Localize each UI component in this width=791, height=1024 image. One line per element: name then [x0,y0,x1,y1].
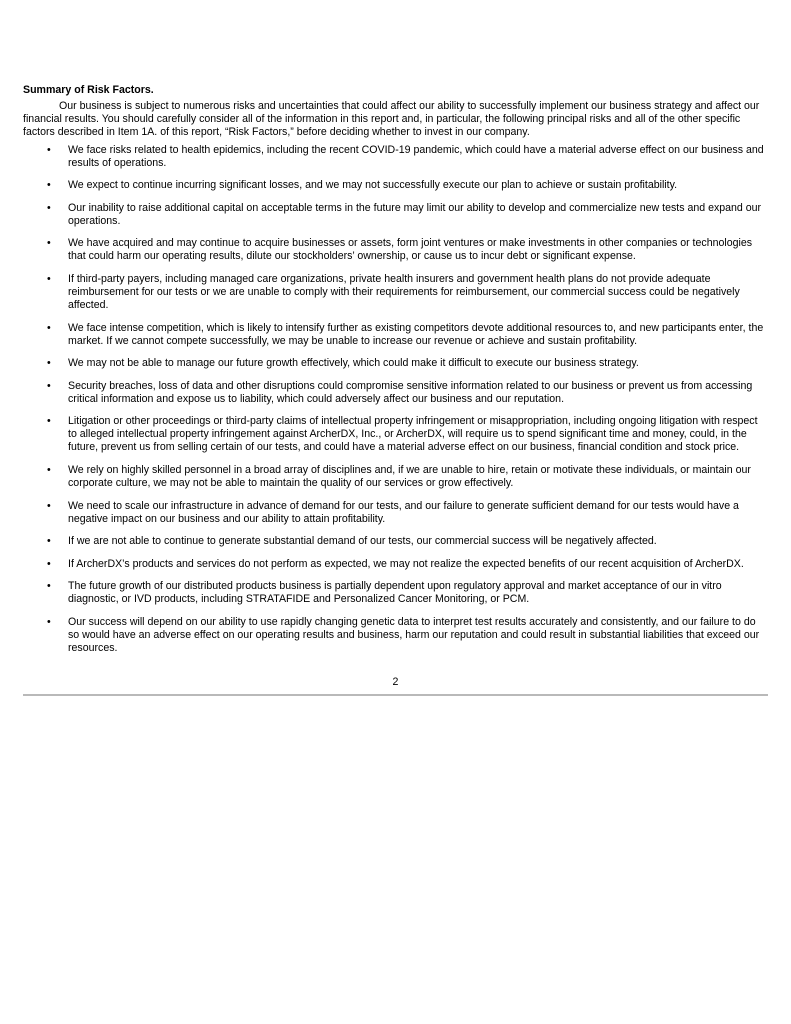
risk-text: Our inability to raise additional capital on acceptable terms in the future may limit our ability to develop and commercialize new tests and expand our operations. [68,201,762,227]
page-number: 2 [392,676,399,688]
bullet-marker: • [47,499,51,512]
list-item [23,357,768,370]
list-item [23,380,768,406]
list-item [23,273,768,312]
bullet-marker: • [47,321,51,334]
risk-text: We expect to continue incurring significant losses, and we may not successfully execute our plan to achieve or sustain profitability. [68,179,678,192]
list-item [23,580,768,606]
risk-factor-list [23,144,768,655]
risk-text: If we are not able to continue to generate substantial demand of our tests, our commercial success will be negatively affected. [68,535,657,548]
risk-text: The future growth of our distributed products business is partially dependent upon regulatory approval and market acceptance of our in vitro diagnostic, or IVD products, including STRATAFIDE and Personalized Cancer Monitoring, or PCM. [68,580,722,606]
bullet-marker: • [47,463,51,476]
list-item [23,415,768,454]
list-item [23,616,768,655]
document-page [23,84,768,665]
list-item [23,179,768,192]
bullet-marker: • [47,535,51,548]
bullet-marker: • [47,415,51,428]
risk-text: We face risks related to health epidemics, including the recent COVID-19 pandemic, which could have a material adverse effect on our business and results of operations. [68,143,764,169]
risk-text: Our success will depend on our ability to use rapidly changing genetic data to interpret test results accurately and consistently, and our failure to do so would have an adverse effect on our operating results and business, harm our reputation and could result in substantial liabilities that exceed our resources. [68,615,760,654]
risk-text: We have acquired and may continue to acquire businesses or assets, form joint ventures or make investments in other companies or technologies that could harm our operating results, dilute our stockholders’ ownership, or cause us to incur debt or significant expense. [68,237,753,263]
risk-text: Litigation or other proceedings or third-party claims of intellectual property infringement or misappropriation, including ongoing litigation with respect to alleged intellectual property infringement against ArcherDX, Inc., or ArcherDX, will require us to spend significant time and money, could, in the future, prevent us from selling certain of our tests, and could have a material adverse effect on our business, financial condition and stock price. [68,415,758,454]
risk-text: We rely on highly skilled personnel in a broad array of disciplines and, if we are unable to hire, retain or motivate these individuals, or maintain our corporate culture, we may not be able to maintain the quality of our services or grow effectively. [68,463,751,489]
bullet-marker: • [47,179,51,192]
risk-text: If ArcherDX’s products and services do not perform as expected, we may not realize the expected benefits of our recent acquisition of ArcherDX. [68,557,744,570]
bullet-marker: • [47,580,51,593]
intro-paragraph: Our business is subject to numerous risks and uncertainties that could affect our ability to successfully implement our business strategy and affect our financial results. You should carefully consider all of the information in this report and, in particular, the following principal risks and all of the other specific factors described in Item 1A. of this report, “Risk Factors,” before deciding whether to invest in our company. [23,100,760,139]
bullet-marker: • [47,557,51,570]
bullet-marker: • [47,143,51,156]
risk-text: Security breaches, loss of data and other disruptions could compromise sensitive information related to our business or prevent us from accessing critical information and expose us to liability, which could adversely affect our business and our reputation. [68,379,753,405]
list-item [23,464,768,490]
list-item [23,202,768,228]
bullet-marker: • [47,357,51,370]
list-item [23,237,768,263]
list-item [23,558,768,571]
risk-text: We face intense competition, which is likely to intensify further as existing competitors devote additional resources to, and new participants enter, the market. If we cannot compete successfully, we may be unable to increase our revenue or achieve and sustain profitability. [68,321,764,347]
bullet-marker: • [47,615,51,628]
page-divider [23,694,768,696]
risk-text: If third-party payers, including managed care organizations, private health insurers and government health plans do not provide adequate reimbursement for our tests or we are unable to comply with their requirements for reimbursement, our commercial success could be negatively affected. [68,272,740,311]
list-item [23,500,768,526]
list-item [23,535,768,548]
bullet-marker: • [47,272,51,285]
list-item [23,322,768,348]
risk-text: We need to scale our infrastructure in advance of demand for our tests, and our failure to generate sufficient demand for our tests would have a negative impact on our business and our ability to attain profitability. [68,499,739,525]
risk-text: We may not be able to manage our future growth effectively, which could make it difficult to execute our business strategy. [68,357,639,370]
bullet-marker: • [47,237,51,250]
bullet-marker: • [47,201,51,214]
list-item [23,144,768,170]
section-title: Summary of Risk Factors. [23,84,154,96]
bullet-marker: • [47,379,51,392]
